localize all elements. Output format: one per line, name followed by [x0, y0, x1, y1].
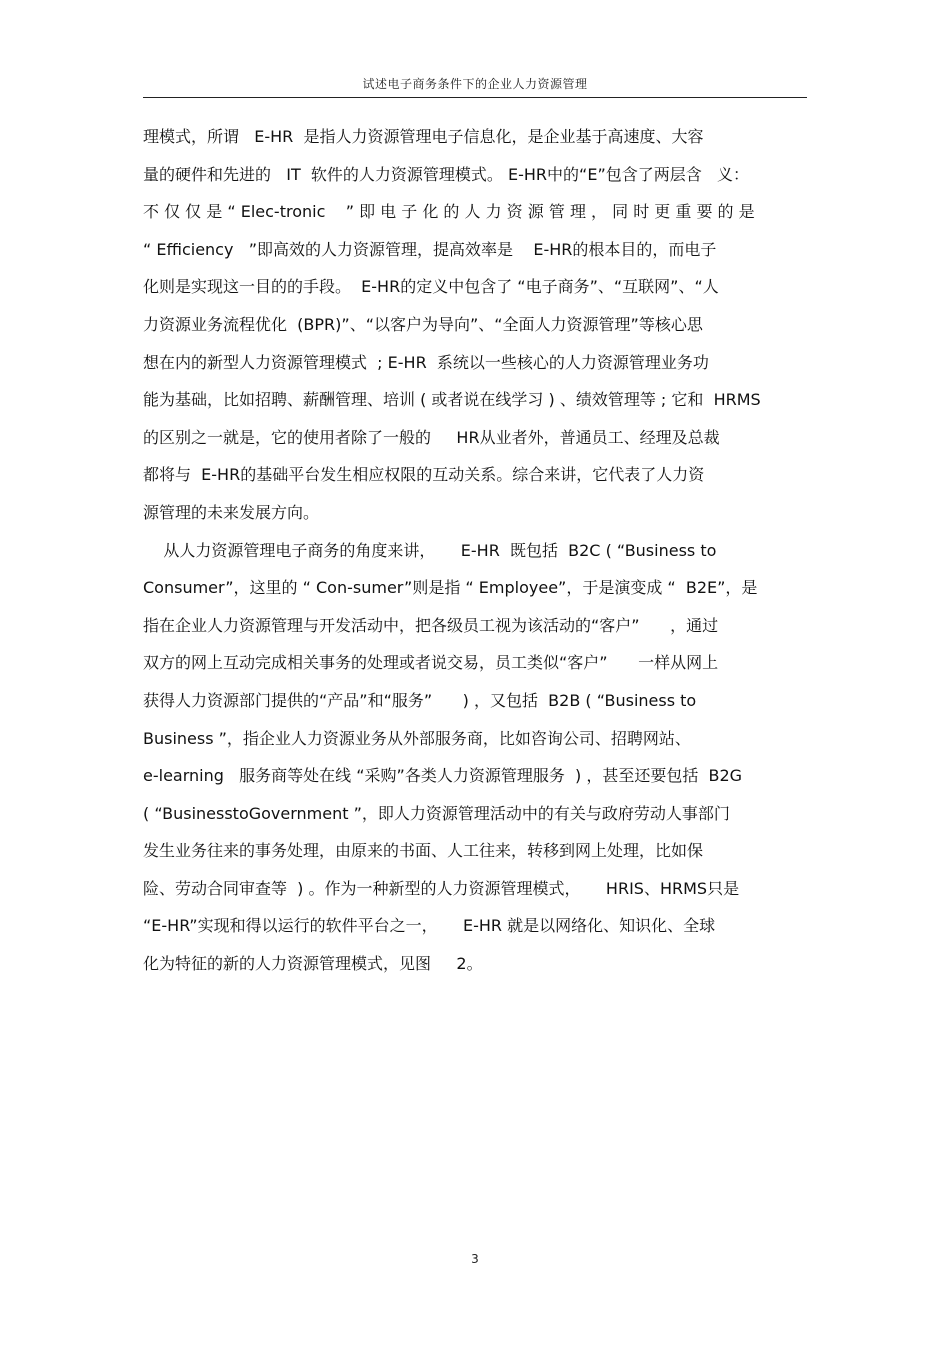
body-text — [143, 118, 807, 983]
text-line: 化为特征的新的人力资源管理模式，见图 2。 — [143, 954, 483, 974]
page-number: 3 — [471, 1252, 479, 1266]
text-line: 力资源业务流程优化 (BPR)”、“以客户为导向”、“全面人力资源管理”等核心思 — [143, 314, 703, 334]
text-line: 险、劳动合同审查等 ) 。作为一种新型的人力资源管理模式， HRIS、HRMS只是 — [143, 878, 740, 898]
text-line: 的区别之一就是，它的使用者除了一般的 HR从业者外，普通员工、经理及总裁 — [143, 427, 720, 447]
text-line: 理模式，所谓 E-HR 是指人力资源管理电子信息化，是企业基于高速度、大容 — [143, 127, 704, 146]
text-line: e-learning 服务商等处在线 “采购”各类人力资源管理服务 ) ，甚至还要包括 B2G — [143, 766, 743, 786]
text-line: Business ”，指企业人力资源业务从外部服务商，比如咨询公司、招聘网站、 — [143, 728, 691, 748]
text-line: 能为基础，比如招聘、薪酬管理、培训 ( 或者说在线学习 ) 、绩效管理等 ; 它和 HRMS — [143, 390, 761, 410]
text-line: 发生业务往来的事务处理，由原来的书面、人工往来，转移到网上处理，比如保 — [143, 841, 704, 861]
text-line: 量的硬件和先进的 IT 软件的人力资源管理模式。 E-HR中的“E”包含了两层含 义： — [143, 164, 749, 184]
text-line: 从人力资源管理电子商务的角度来讲， E-HR 既包括 B2C ( “Business to — [143, 540, 717, 560]
text-line: 都将与 E-HR的基础平台发生相应权限的互动关系。综合来讲，它代表了人力资 — [143, 465, 705, 485]
text-line: 双方的网上互动完成相关事务的处理或者说交易，员工类似“客户” 一样从网上 — [143, 653, 719, 673]
text-line: Consumer”，这里的 “ Con-sumer”则是指 “ Employee”，于是演变成 “ B2E”，是 — [143, 578, 758, 598]
text-line: 不 仅 仅 是 “ Elec-tronic ” 即 电 子 化 的 人 力 资 源 管 理 ， 同 时 更 重 要 的 是 — [143, 202, 755, 222]
text-line: “ Efficiency ”即高效的人力资源管理，提高效率是 E-HR的根本目的，而电子 — [143, 239, 717, 259]
text-line: “E-HR”实现和得以运行的软件平台之一， E-HR 就是以网络化、知识化、全球 — [143, 916, 716, 936]
text-line: 获得人力资源部门提供的“产品”和“服务” ) ，又包括 B2B ( “Business to — [143, 690, 697, 710]
text-line: 指在企业人力资源管理与开发活动中，把各级员工视为该活动的“客户” ，通过 — [143, 615, 719, 635]
header-rule — [143, 97, 807, 98]
text-line: 化则是实现这一目的的手段。 E-HR的定义中包含了 “电子商务”、“互联网”、“人 — [143, 277, 719, 297]
text-line: 想在内的新型人力资源管理模式 ; E-HR 系统以一些核心的人力资源管理业务功 — [143, 352, 709, 372]
text-line: 源管理的未来发展方向。 — [143, 502, 320, 522]
running-header: 试述电子商务条件下的企业人力资源管理 — [362, 77, 588, 91]
text-line: ( “BusinesstoGovernment ”，即人力资源管理活动中的有关与政府劳动人事部门 — [143, 803, 730, 823]
